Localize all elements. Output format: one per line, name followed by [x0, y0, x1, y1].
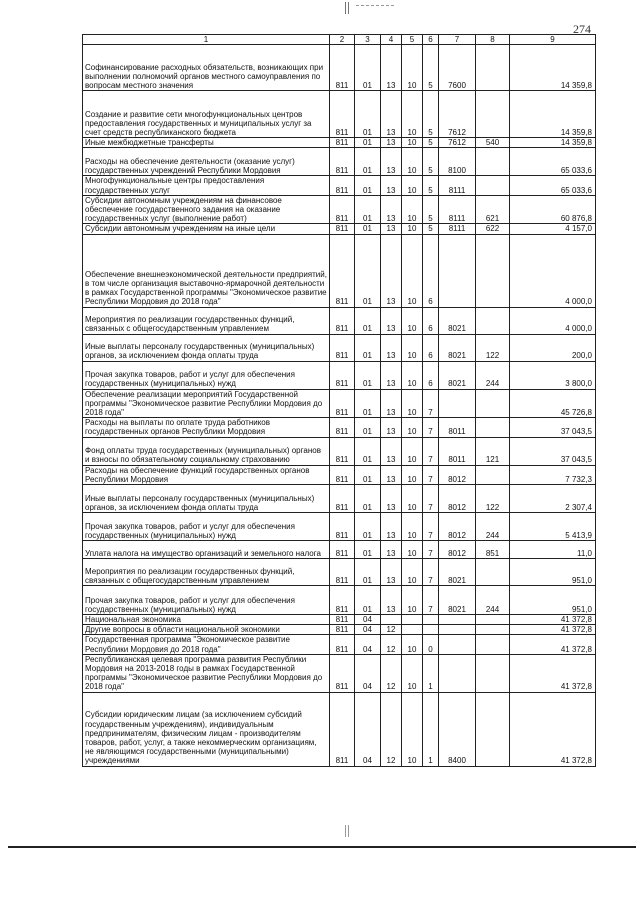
row-name: Обеспечение реализации мероприятий Государственной программы "Экономическое развитие Республики Мордовия до 2018 года"	[83, 389, 330, 418]
row-section-code: 01	[355, 91, 381, 138]
row-expense-type-code: 244	[476, 513, 510, 541]
row-program-code: 10	[402, 418, 423, 437]
row-program-code: 10	[402, 195, 423, 224]
col-header: 4	[381, 35, 402, 45]
row-name: Создание и развитие сети многофункциональных центров предоставления государственных и муниципальных услуг за счет средств республиканского бюджета	[83, 91, 330, 138]
row-ministry-code: 811	[330, 465, 355, 484]
budget-table	[82, 34, 596, 767]
row-ministry-code: 811	[330, 635, 355, 654]
row-section-code: 01	[355, 334, 381, 361]
table-row	[83, 654, 596, 692]
row-name: Мероприятия по реализации государственных функций, связанных с общегосударственным управлением	[83, 307, 330, 334]
row-name: Прочая закупка товаров, работ и услуг для обеспечения государственных (муниципальных) нужд	[83, 586, 330, 615]
row-ministry-code: 811	[330, 307, 355, 334]
row-amount: 951,0	[510, 586, 596, 615]
row-ministry-code: 811	[330, 138, 355, 148]
table-row	[83, 465, 596, 484]
row-ministry-code: 811	[330, 418, 355, 437]
row-name: Субсидии автономным учреждениям на иные цели	[83, 224, 330, 234]
row-subprogram-code: 7	[423, 465, 439, 484]
row-article-code: 7612	[439, 91, 476, 138]
row-program-code: 10	[402, 307, 423, 334]
row-expense-type-code	[476, 465, 510, 484]
row-subsection-code: 12	[381, 692, 402, 766]
row-program-code: 10	[402, 559, 423, 586]
table-row	[83, 224, 596, 234]
row-article-code	[439, 654, 476, 692]
row-section-code: 01	[355, 485, 381, 513]
row-amount: 37 043,5	[510, 437, 596, 465]
binding-mark-bottom	[345, 825, 349, 837]
row-program-code: 10	[402, 234, 423, 307]
row-subprogram-code: 5	[423, 91, 439, 138]
table-row	[83, 334, 596, 361]
row-program-code: 10	[402, 485, 423, 513]
row-ministry-code: 811	[330, 559, 355, 586]
table-row	[83, 148, 596, 176]
row-section-code: 04	[355, 625, 381, 635]
row-article-code: 8100	[439, 148, 476, 176]
row-name: Иные межбюджетные трансферты	[83, 138, 330, 148]
row-subprogram-code: 6	[423, 307, 439, 334]
row-section-code: 01	[355, 437, 381, 465]
table-row	[83, 635, 596, 654]
col-header: 2	[330, 35, 355, 45]
row-subprogram-code: 5	[423, 45, 439, 91]
row-article-code: 8021	[439, 334, 476, 361]
row-article-code: 8012	[439, 541, 476, 559]
row-section-code: 01	[355, 138, 381, 148]
row-amount: 41 372,8	[510, 635, 596, 654]
col-header: 8	[476, 35, 510, 45]
row-name: Софинансирование расходных обязательств, возникающих при выполнении полномочий органов местного самоуправления по вопросам местного значения	[83, 45, 330, 91]
row-article-code	[439, 234, 476, 307]
row-amount: 14 359,8	[510, 45, 596, 91]
row-expense-type-code	[476, 654, 510, 692]
row-name: Многофункциональные центры предоставления государственных услуг	[83, 176, 330, 195]
row-subsection-code: 13	[381, 234, 402, 307]
row-name: Расходы на выплаты по оплате труда работников государственных органов Республики Мордовия	[83, 418, 330, 437]
row-article-code: 7600	[439, 45, 476, 91]
row-article-code: 8011	[439, 418, 476, 437]
row-amount: 45 726,8	[510, 389, 596, 418]
row-subprogram-code: 5	[423, 195, 439, 224]
row-article-code: 8021	[439, 559, 476, 586]
row-amount: 5 413,9	[510, 513, 596, 541]
row-article-code: 8012	[439, 485, 476, 513]
row-program-code: 10	[402, 465, 423, 484]
row-ministry-code: 811	[330, 234, 355, 307]
row-subprogram-code: 7	[423, 485, 439, 513]
table-row	[83, 91, 596, 138]
row-article-code	[439, 625, 476, 635]
row-section-code: 01	[355, 307, 381, 334]
row-subprogram-code: 7	[423, 586, 439, 615]
table-body	[83, 45, 596, 766]
row-amount: 3 800,0	[510, 361, 596, 389]
row-ministry-code: 811	[330, 586, 355, 615]
row-amount: 65 033,6	[510, 176, 596, 195]
row-subprogram-code: 5	[423, 224, 439, 234]
row-amount: 11,0	[510, 541, 596, 559]
row-ministry-code: 811	[330, 91, 355, 138]
row-article-code: 7612	[439, 138, 476, 148]
row-subsection-code: 13	[381, 437, 402, 465]
row-article-code: 8111	[439, 176, 476, 195]
row-ministry-code: 811	[330, 485, 355, 513]
row-article-code: 8400	[439, 692, 476, 766]
row-article-code: 8021	[439, 586, 476, 615]
row-subsection-code: 13	[381, 485, 402, 513]
row-article-code: 8021	[439, 307, 476, 334]
row-expense-type-code	[476, 148, 510, 176]
row-program-code: 10	[402, 654, 423, 692]
row-ministry-code: 811	[330, 513, 355, 541]
row-amount: 4 000,0	[510, 234, 596, 307]
header-row	[83, 35, 596, 45]
row-name: Субсидии юридическим лицам (за исключением субсидий государственным учреждениям), индивидуальным предпринимателям, физическим лицам - производителям товаров, работ, услуг, а также некоммерческим организациям, не являющимся государственными (муниципальными) учреждениями	[83, 692, 330, 766]
row-expense-type-code: 851	[476, 541, 510, 559]
row-article-code	[439, 635, 476, 654]
row-subsection-code: 13	[381, 148, 402, 176]
row-expense-type-code: 540	[476, 138, 510, 148]
table-row	[83, 307, 596, 334]
row-subsection-code: 13	[381, 138, 402, 148]
row-section-code: 01	[355, 465, 381, 484]
col-header: 3	[355, 35, 381, 45]
table-row	[83, 234, 596, 307]
row-subsection-code	[381, 615, 402, 625]
row-expense-type-code	[476, 418, 510, 437]
row-section-code: 01	[355, 541, 381, 559]
col-header: 6	[423, 35, 439, 45]
row-ministry-code: 811	[330, 195, 355, 224]
row-subsection-code: 13	[381, 176, 402, 195]
row-program-code: 10	[402, 224, 423, 234]
row-section-code: 01	[355, 45, 381, 91]
row-program-code: 10	[402, 437, 423, 465]
row-subsection-code: 13	[381, 513, 402, 541]
row-amount: 2 307,4	[510, 485, 596, 513]
row-article-code: 8011	[439, 437, 476, 465]
row-name: Расходы на обеспечение деятельности (оказание услуг) государственных учреждений Республики Мордовия	[83, 148, 330, 176]
row-amount: 41 372,8	[510, 692, 596, 766]
row-subsection-code: 13	[381, 45, 402, 91]
pen-scribble	[356, 5, 394, 6]
table-row	[83, 418, 596, 437]
row-ministry-code: 811	[330, 361, 355, 389]
table-row	[83, 45, 596, 91]
row-expense-type-code	[476, 615, 510, 625]
table-row	[83, 176, 596, 195]
row-expense-type-code: 621	[476, 195, 510, 224]
row-name: Иные выплаты персоналу государственных (муниципальных) органов, за исключением фонда оплаты труда	[83, 485, 330, 513]
row-program-code: 10	[402, 148, 423, 176]
row-amount: 41 372,8	[510, 615, 596, 625]
row-subsection-code: 13	[381, 541, 402, 559]
row-subsection-code: 13	[381, 195, 402, 224]
row-article-code: 8012	[439, 513, 476, 541]
row-expense-type-code: 622	[476, 224, 510, 234]
row-program-code: 10	[402, 176, 423, 195]
row-expense-type-code	[476, 625, 510, 635]
row-name: Государственная программа "Экономическое развитие Республики Мордовия до 2018 года"	[83, 635, 330, 654]
row-program-code: 10	[402, 45, 423, 91]
row-ministry-code: 811	[330, 389, 355, 418]
row-section-code: 01	[355, 176, 381, 195]
row-subprogram-code	[423, 615, 439, 625]
row-expense-type-code	[476, 45, 510, 91]
row-subsection-code: 13	[381, 361, 402, 389]
table-row	[83, 513, 596, 541]
row-program-code: 10	[402, 138, 423, 148]
row-subprogram-code: 7	[423, 541, 439, 559]
table-row	[83, 138, 596, 148]
row-expense-type-code: 244	[476, 361, 510, 389]
row-name: Республиканская целевая программа развития Республики Мордовия на 2013-2018 годы в рамках Государственной программы "Экономическое развитие Республики Мордовия до 2018 года"	[83, 654, 330, 692]
row-name: Обеспечение внешнеэкономической деятельности предприятий, в том числе организация выставочно-ярмарочной деятельности в рамках Государственной программы "Экономическое развитие Республики Мордовия до 2018 года"	[83, 234, 330, 307]
row-expense-type-code	[476, 91, 510, 138]
row-section-code: 01	[355, 361, 381, 389]
row-expense-type-code: 122	[476, 334, 510, 361]
row-name: Расходы на обеспечение функций государственных органов Республики Мордовия	[83, 465, 330, 484]
row-name: Субсидии автономным учреждениям на финансовое обеспечение государственного задания на оказание государственных услуг (выполнение работ)	[83, 195, 330, 224]
row-article-code: 8111	[439, 224, 476, 234]
row-program-code: 10	[402, 541, 423, 559]
table-row	[83, 692, 596, 766]
row-article-code: 8111	[439, 195, 476, 224]
row-program-code: 10	[402, 334, 423, 361]
row-amount: 41 372,8	[510, 625, 596, 635]
row-amount: 4 000,0	[510, 307, 596, 334]
row-subsection-code: 13	[381, 91, 402, 138]
row-subprogram-code	[423, 625, 439, 635]
row-section-code: 01	[355, 234, 381, 307]
row-section-code: 04	[355, 635, 381, 654]
row-article-code: 8021	[439, 361, 476, 389]
row-article-code	[439, 615, 476, 625]
row-program-code	[402, 625, 423, 635]
row-subsection-code: 13	[381, 224, 402, 234]
table-row	[83, 615, 596, 625]
row-ministry-code: 811	[330, 437, 355, 465]
row-subsection-code: 13	[381, 307, 402, 334]
col-header: 1	[83, 35, 330, 45]
row-section-code: 01	[355, 224, 381, 234]
row-subprogram-code: 5	[423, 148, 439, 176]
table-row	[83, 625, 596, 635]
row-amount: 14 359,8	[510, 91, 596, 138]
table-row	[83, 586, 596, 615]
binding-mark-top	[345, 2, 349, 14]
row-amount: 7 732,3	[510, 465, 596, 484]
row-expense-type-code	[476, 389, 510, 418]
page-number: 274	[573, 22, 591, 36]
table-row	[83, 195, 596, 224]
row-expense-type-code	[476, 559, 510, 586]
row-ministry-code: 811	[330, 334, 355, 361]
row-subprogram-code: 0	[423, 635, 439, 654]
row-ministry-code: 811	[330, 692, 355, 766]
row-subprogram-code: 7	[423, 513, 439, 541]
page-bottom-rule	[8, 846, 636, 848]
col-header: 7	[439, 35, 476, 45]
row-name: Иные выплаты персоналу государственных (муниципальных) органов, за исключением фонда оплаты труда	[83, 334, 330, 361]
row-subprogram-code: 7	[423, 418, 439, 437]
row-amount: 4 157,0	[510, 224, 596, 234]
row-subsection-code: 12	[381, 654, 402, 692]
row-section-code: 04	[355, 654, 381, 692]
row-program-code: 10	[402, 692, 423, 766]
table-row	[83, 559, 596, 586]
row-subsection-code: 13	[381, 586, 402, 615]
row-expense-type-code	[476, 176, 510, 195]
row-section-code: 01	[355, 586, 381, 615]
row-program-code: 10	[402, 389, 423, 418]
row-subsection-code: 13	[381, 559, 402, 586]
col-header: 9	[510, 35, 596, 45]
row-section-code: 01	[355, 195, 381, 224]
row-ministry-code: 811	[330, 148, 355, 176]
row-section-code: 04	[355, 615, 381, 625]
row-amount: 37 043,5	[510, 418, 596, 437]
row-subprogram-code: 7	[423, 389, 439, 418]
row-subprogram-code: 6	[423, 334, 439, 361]
row-name: Национальная экономика	[83, 615, 330, 625]
row-program-code: 10	[402, 586, 423, 615]
row-amount: 41 372,8	[510, 654, 596, 692]
row-amount: 60 876,8	[510, 195, 596, 224]
row-subprogram-code: 1	[423, 654, 439, 692]
row-name: Фонд оплаты труда государственных (муниципальных) органов и взносы по обязательному социальному страхованию	[83, 437, 330, 465]
row-section-code: 01	[355, 559, 381, 586]
row-section-code: 04	[355, 692, 381, 766]
table-row	[83, 541, 596, 559]
row-subprogram-code: 7	[423, 437, 439, 465]
row-name: Прочая закупка товаров, работ и услуг для обеспечения государственных (муниципальных) нужд	[83, 361, 330, 389]
row-expense-type-code	[476, 307, 510, 334]
row-program-code	[402, 615, 423, 625]
row-ministry-code: 811	[330, 625, 355, 635]
row-ministry-code: 811	[330, 176, 355, 195]
table-row	[83, 361, 596, 389]
row-amount: 65 033,6	[510, 148, 596, 176]
row-subsection-code: 13	[381, 418, 402, 437]
row-section-code: 01	[355, 148, 381, 176]
row-program-code: 10	[402, 635, 423, 654]
row-program-code: 10	[402, 361, 423, 389]
row-expense-type-code: 244	[476, 586, 510, 615]
row-expense-type-code	[476, 692, 510, 766]
row-subsection-code: 12	[381, 635, 402, 654]
row-name: Прочая закупка товаров, работ и услуг для обеспечения государственных (муниципальных) нужд	[83, 513, 330, 541]
row-subsection-code: 12	[381, 625, 402, 635]
row-ministry-code: 811	[330, 615, 355, 625]
row-subprogram-code: 6	[423, 234, 439, 307]
row-expense-type-code: 121	[476, 437, 510, 465]
row-ministry-code: 811	[330, 45, 355, 91]
row-program-code: 10	[402, 91, 423, 138]
row-subsection-code: 13	[381, 334, 402, 361]
row-subprogram-code: 5	[423, 138, 439, 148]
row-subsection-code: 13	[381, 389, 402, 418]
row-ministry-code: 811	[330, 654, 355, 692]
row-section-code: 01	[355, 389, 381, 418]
table-row	[83, 389, 596, 418]
row-name: Уплата налога на имущество организаций и земельного налога	[83, 541, 330, 559]
table-row	[83, 485, 596, 513]
row-amount: 200,0	[510, 334, 596, 361]
table-row	[83, 437, 596, 465]
col-header: 5	[402, 35, 423, 45]
row-article-code	[439, 389, 476, 418]
row-subprogram-code: 5	[423, 176, 439, 195]
row-subprogram-code: 6	[423, 361, 439, 389]
row-name: Мероприятия по реализации государственных функций, связанных с общегосударственным управлением	[83, 559, 330, 586]
row-subsection-code: 13	[381, 465, 402, 484]
row-section-code: 01	[355, 513, 381, 541]
row-name: Другие вопросы в области национальной экономики	[83, 625, 330, 635]
row-program-code: 10	[402, 513, 423, 541]
row-ministry-code: 811	[330, 541, 355, 559]
row-expense-type-code	[476, 234, 510, 307]
row-article-code: 8012	[439, 465, 476, 484]
row-section-code: 01	[355, 418, 381, 437]
row-amount: 951,0	[510, 559, 596, 586]
row-subprogram-code: 1	[423, 692, 439, 766]
row-expense-type-code: 122	[476, 485, 510, 513]
row-amount: 14 359,8	[510, 138, 596, 148]
row-ministry-code: 811	[330, 224, 355, 234]
row-expense-type-code	[476, 635, 510, 654]
row-subprogram-code: 7	[423, 559, 439, 586]
